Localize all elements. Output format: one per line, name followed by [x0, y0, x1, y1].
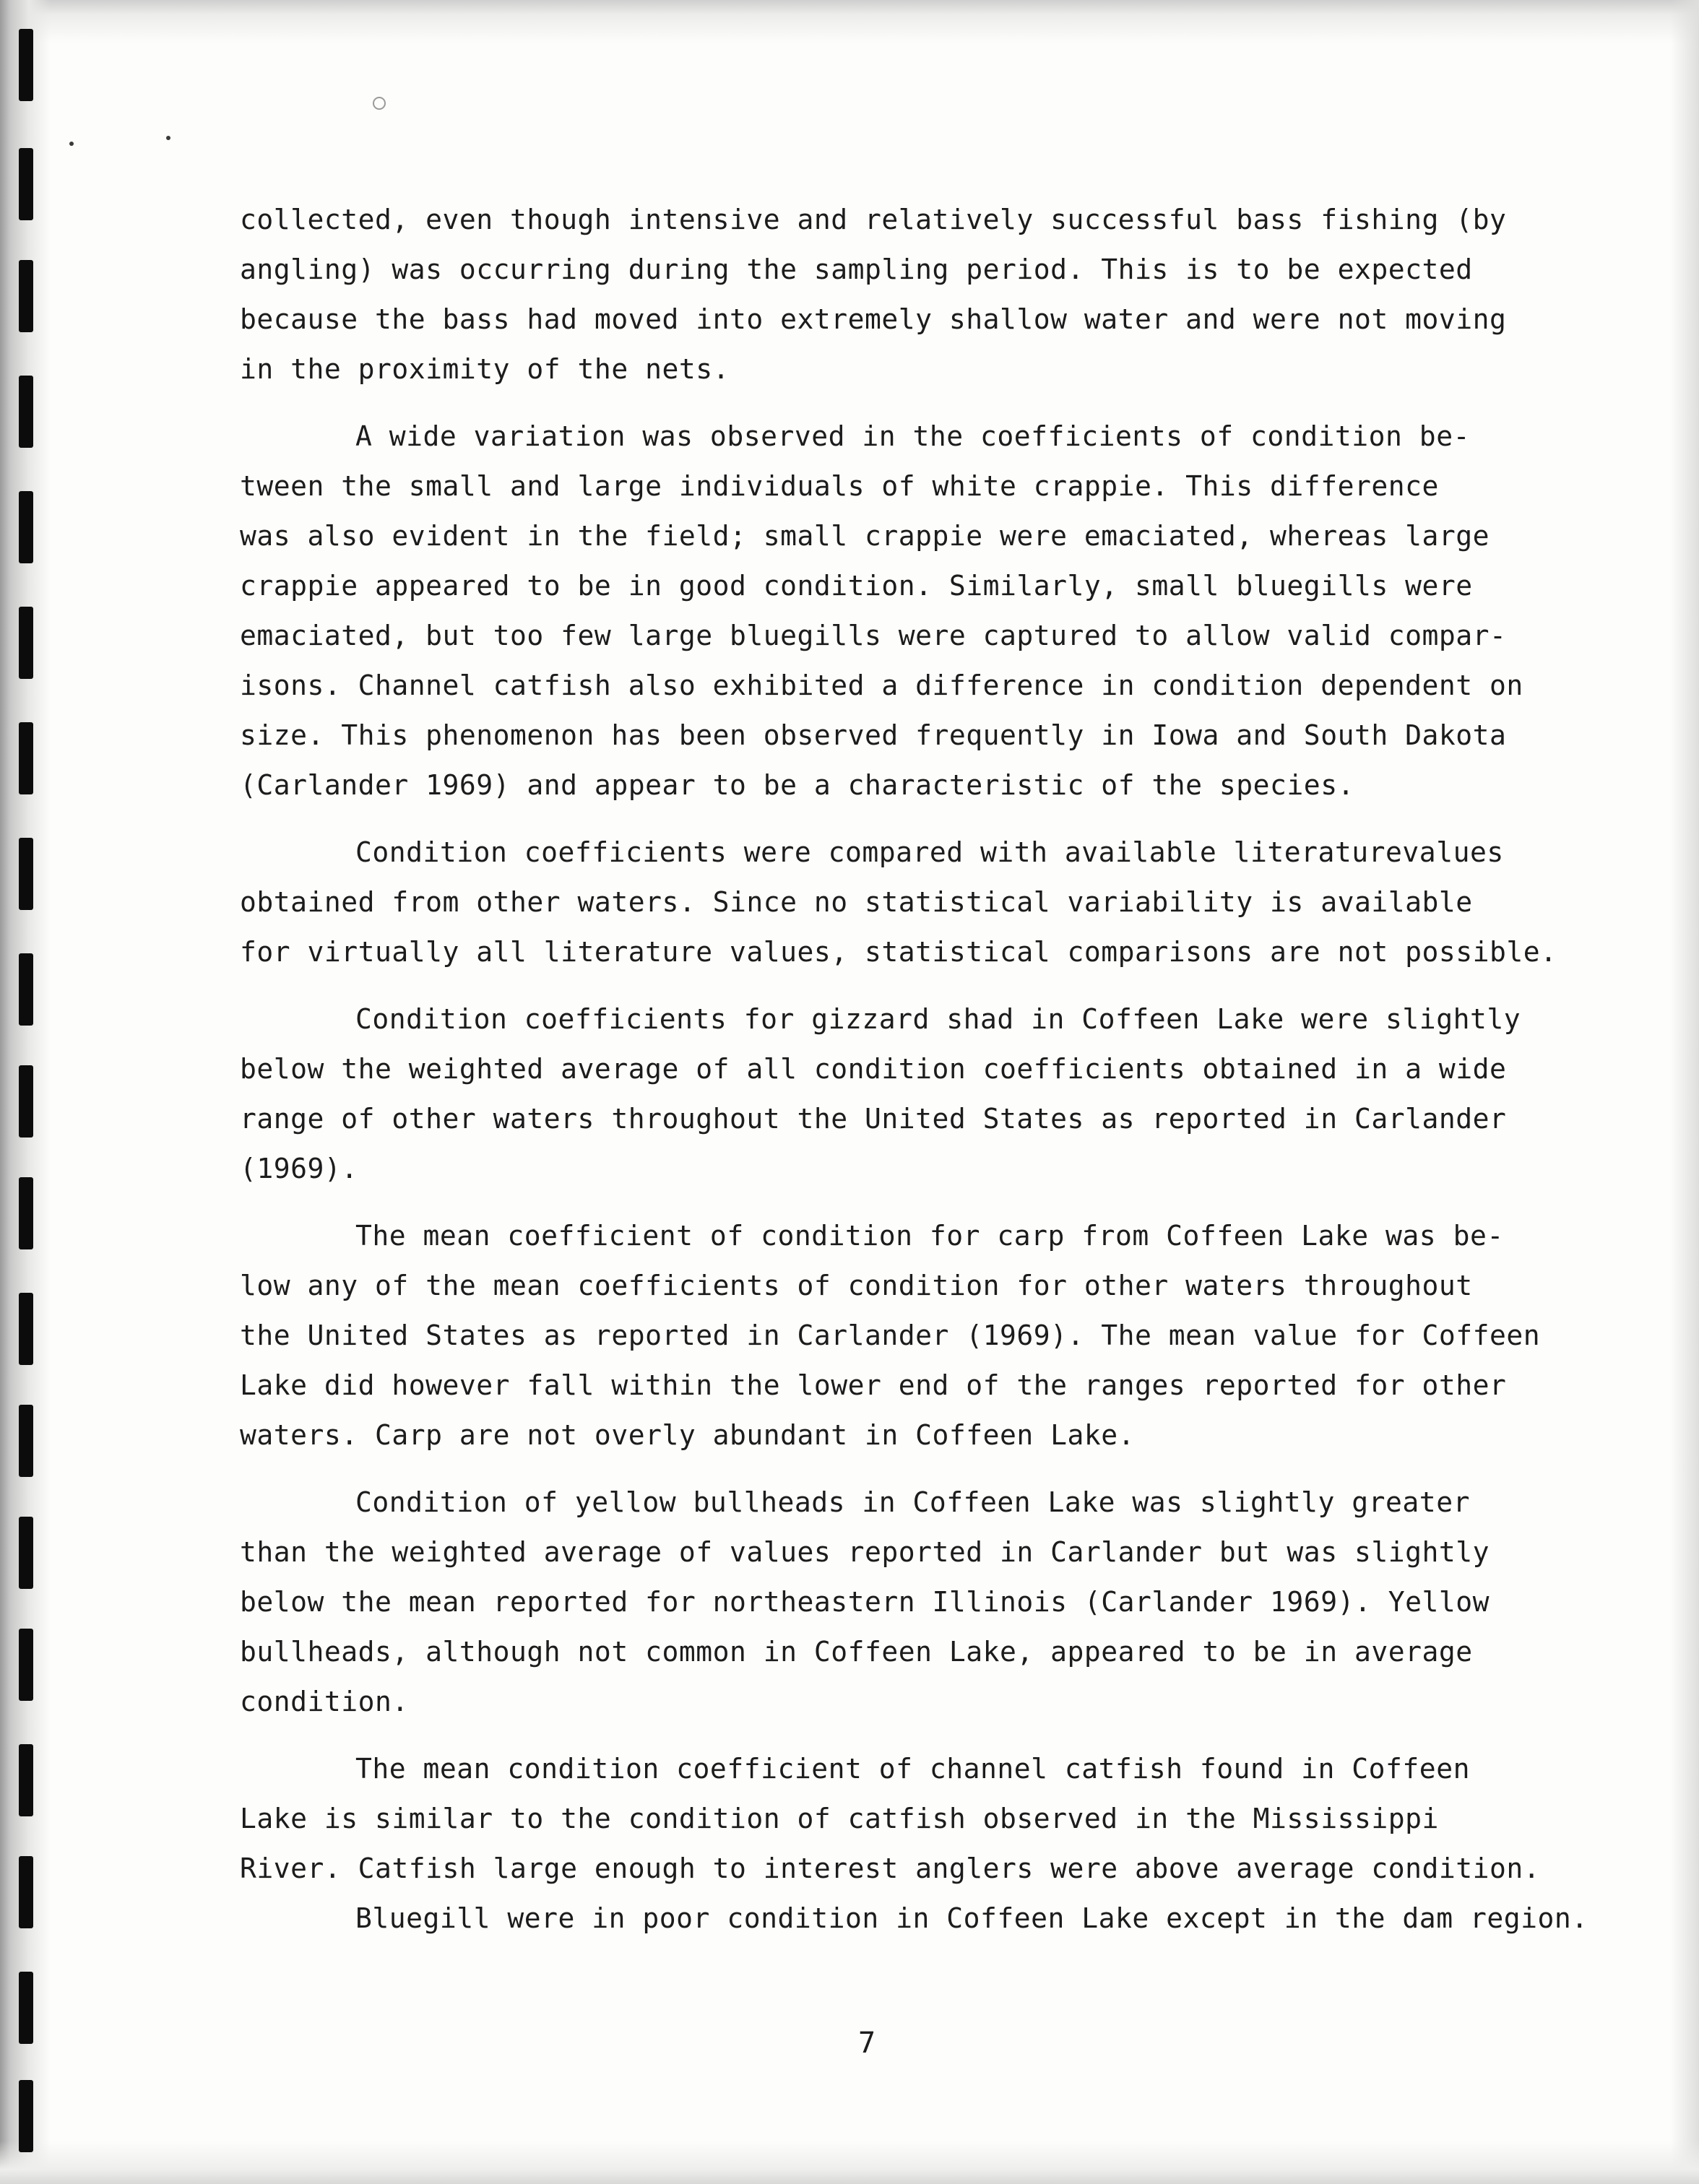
- scan-speck: [373, 97, 386, 110]
- text-line: was also evident in the field; small crappie were emaciated, whereas large: [240, 520, 1490, 552]
- text-line: for virtually all literature values, statistical comparisons are not possible.: [240, 936, 1557, 968]
- text-line: obtained from other waters. Since no statistical variability is available: [240, 886, 1473, 918]
- text-line: isons. Channel catfish also exhibited a difference in condition dependent on: [240, 670, 1523, 701]
- document-body: [240, 195, 1588, 1961]
- text-line: below the weighted average of all condition coefficients obtained in a wide: [240, 1053, 1507, 1085]
- text-line: (1969).: [240, 1153, 358, 1184]
- paragraph: [240, 1211, 1583, 1460]
- paragraph: [240, 195, 1583, 394]
- scan-speck: [166, 136, 170, 140]
- scan-edge-bottom: [0, 2141, 1699, 2184]
- paragraph: [240, 1478, 1583, 1727]
- text-line: collected, even though intensive and relatively successful bass fishing (by: [240, 204, 1507, 235]
- paragraph: [240, 828, 1583, 977]
- text-line: the United States as reported in Carlander (1969). The mean value for Coffeen: [240, 1320, 1541, 1351]
- scan-speck: [69, 142, 74, 146]
- text-line: in the proximity of the nets.: [240, 353, 730, 385]
- perforation-mark: [19, 1856, 33, 1928]
- paragraph: [240, 994, 1583, 1194]
- perforation-mark: [19, 838, 33, 910]
- text-line: below the mean reported for northeastern Illinois (Carlander 1969). Yellow: [240, 1586, 1490, 1618]
- perforation-mark: [19, 491, 33, 563]
- perforation-mark: [19, 260, 33, 332]
- text-line: condition.: [240, 1686, 409, 1717]
- perforation-mark: [19, 29, 33, 101]
- text-line: Condition of yellow bullheads in Coffeen Lake was slightly greater: [355, 1486, 1470, 1518]
- text-line: The mean condition coefficient of channel catfish found in Coffeen: [355, 1753, 1470, 1785]
- perforation-mark: [19, 1177, 33, 1249]
- text-line: range of other waters throughout the United States as reported in Carlander: [240, 1103, 1507, 1135]
- text-line: River. Catfish large enough to interest anglers were above average condition.: [240, 1852, 1541, 1884]
- page-number: 7: [857, 2027, 876, 2060]
- perforation-mark: [19, 1405, 33, 1477]
- text-line: Lake is similar to the condition of catfish observed in the Mississippi: [240, 1803, 1439, 1834]
- perforation-mark: [19, 1629, 33, 1701]
- perforation-mark: [19, 1972, 33, 2044]
- perforation-mark: [19, 722, 33, 794]
- perforation-mark: [19, 607, 33, 679]
- perforation-mark: [19, 148, 33, 220]
- perforation-mark: [19, 1293, 33, 1365]
- perforation-mark: [19, 1744, 33, 1816]
- text-line: The mean coefficient of condition for carp from Coffeen Lake was be-: [355, 1220, 1504, 1252]
- text-line: because the bass had moved into extremely shallow water and were not moving: [240, 303, 1507, 335]
- text-line: emaciated, but too few large bluegills were captured to allow valid compar-: [240, 620, 1507, 651]
- text-line: crappie appeared to be in good condition. Similarly, small bluegills were: [240, 570, 1473, 602]
- text-line: waters. Carp are not overly abundant in Coffeen Lake.: [240, 1419, 1136, 1451]
- text-line: Condition coefficients for gizzard shad in Coffeen Lake were slightly: [355, 1003, 1521, 1035]
- text-line: than the weighted average of values reported in Carlander but was slightly: [240, 1536, 1490, 1568]
- text-line: low any of the mean coefficients of condition for other waters throughout: [240, 1270, 1473, 1301]
- scan-edge-right: [1670, 0, 1699, 2184]
- text-line: Condition coefficients were compared with available literaturevalues: [355, 836, 1504, 868]
- text-line: bullheads, although not common in Coffeen Lake, appeared to be in average: [240, 1636, 1473, 1668]
- perforation-mark: [19, 2080, 33, 2152]
- text-line: Bluegill were in poor condition in Coffeen Lake except in the dam region.: [355, 1902, 1588, 1934]
- perforation-mark: [19, 1065, 33, 1138]
- paragraph: [240, 1744, 1588, 1944]
- text-line: angling) was occurring during the sampling period. This is to be expected: [240, 254, 1473, 285]
- text-line: A wide variation was observed in the coefficients of condition be-: [355, 420, 1470, 452]
- perforation-mark: [19, 953, 33, 1026]
- text-line: tween the small and large individuals of white crappie. This difference: [240, 470, 1439, 502]
- paragraph: [240, 412, 1583, 810]
- text-line: Lake did however fall within the lower end of the ranges reported for other: [240, 1369, 1507, 1401]
- perforation-mark: [19, 1517, 33, 1589]
- perforation-mark: [19, 376, 33, 448]
- scan-edge-top: [0, 0, 1699, 43]
- text-line: size. This phenomenon has been observed frequently in Iowa and South Dakota: [240, 719, 1507, 751]
- text-line: (Carlander 1969) and appear to be a characteristic of the species.: [240, 769, 1354, 801]
